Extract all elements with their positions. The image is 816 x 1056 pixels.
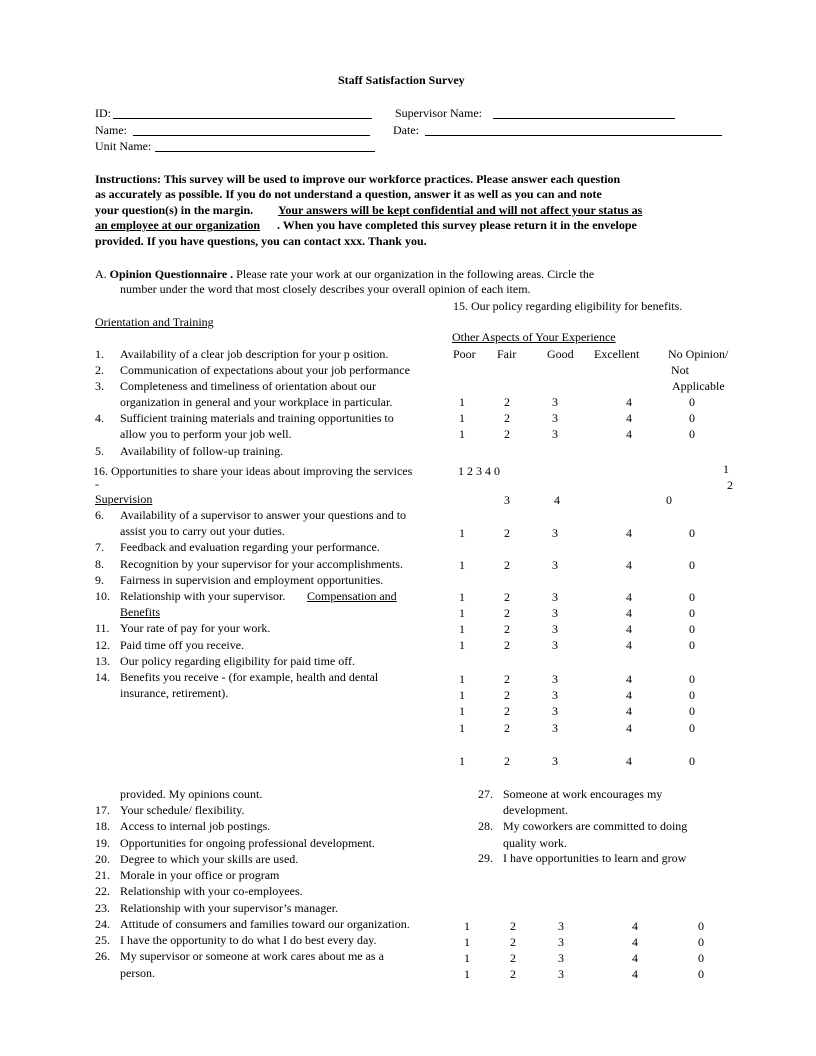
q29-number: 29. xyxy=(478,851,493,865)
stray-4: 4 xyxy=(554,493,560,507)
q18-text: Access to internal job postings. xyxy=(120,819,271,833)
rating-3[interactable]: 3 xyxy=(552,688,558,702)
q3-text-b: organization in general and your workplace in particular. xyxy=(120,395,393,409)
q27-text-a: Someone at work encourages my xyxy=(503,787,663,801)
q4-text-a: Sufficient training materials and training opportunities to xyxy=(120,411,394,425)
q27-number: 27. xyxy=(478,787,493,801)
rating-4[interactable]: 4 xyxy=(626,590,632,604)
rating-4[interactable]: 4 xyxy=(626,395,632,409)
rating-2[interactable]: 2 xyxy=(504,704,510,718)
rating-4[interactable]: 4 xyxy=(626,704,632,718)
section-a-title: Opinion Questionnaire . xyxy=(109,267,234,281)
rating-1[interactable]: 1 xyxy=(459,688,465,702)
q2-text: Communication of expectations about your job performance xyxy=(120,363,410,377)
q6-text-b: assist you to carry out your duties. xyxy=(120,524,285,538)
rating-0[interactable]: 0 xyxy=(698,967,704,981)
rating-0[interactable]: 0 xyxy=(689,754,695,768)
rating-2[interactable]: 2 xyxy=(504,672,510,686)
rating-3[interactable]: 3 xyxy=(552,411,558,425)
date-line xyxy=(425,135,722,136)
q15-text: 15. Our policy regarding eligibility for benefits. xyxy=(453,299,683,313)
rating-2[interactable]: 2 xyxy=(504,427,510,441)
q19-number: 19. xyxy=(95,836,110,850)
q5-text: Availability of follow-up training. xyxy=(120,444,284,458)
rating-4[interactable]: 4 xyxy=(632,951,638,965)
q1-text: Availability of a clear job description for your p osition. xyxy=(120,347,389,361)
q28-text-a: My coworkers are committed to doing xyxy=(503,819,688,833)
rating-1[interactable]: 1 xyxy=(459,427,465,441)
instructions-line-2: as accurately as possible. If you do not understand a question, answer it as well as you can and note xyxy=(95,187,602,201)
rating-4[interactable]: 4 xyxy=(626,672,632,686)
rating-4[interactable]: 4 xyxy=(632,919,638,933)
q27-text-b: development. xyxy=(503,803,568,817)
q21-number: 21. xyxy=(95,868,110,882)
rating-1[interactable]: 1 xyxy=(459,754,465,768)
stray-dash: - xyxy=(95,477,99,491)
rating-4[interactable]: 4 xyxy=(626,638,632,652)
rating-4[interactable]: 4 xyxy=(626,411,632,425)
rating-2[interactable]: 2 xyxy=(504,638,510,652)
scale-poor: Poor xyxy=(453,347,476,361)
name-label: Name: xyxy=(95,123,127,137)
q16-text-b: provided. My opinions count. xyxy=(120,787,263,801)
rating-0[interactable]: 0 xyxy=(689,526,695,540)
instructions-line-3b: Your answers will be kept confidential and will not affect your status as xyxy=(278,203,643,217)
rating-3[interactable]: 3 xyxy=(552,526,558,540)
q6-text-a: Availability of a supervisor to answer your questions and to xyxy=(120,508,407,522)
rating-2[interactable]: 2 xyxy=(504,411,510,425)
rating-3[interactable]: 3 xyxy=(552,672,558,686)
rating-3[interactable]: 3 xyxy=(552,754,558,768)
q5-number: 5. xyxy=(95,444,104,458)
rating-1[interactable]: 1 xyxy=(459,395,465,409)
rating-2[interactable]: 2 xyxy=(510,967,516,981)
scale-not: Not xyxy=(671,363,689,377)
rating-1[interactable]: 1 xyxy=(464,951,470,965)
q25-text: I have the opportunity to do what I do best every day. xyxy=(120,933,377,947)
section-a-intro xyxy=(95,267,594,281)
q3-text-a: Completeness and timeliness of orientation about our xyxy=(120,379,376,393)
rating-3[interactable]: 3 xyxy=(552,638,558,652)
q10-number: 10. xyxy=(95,589,110,603)
rating-3[interactable]: 3 xyxy=(558,919,564,933)
scale-fair: Fair xyxy=(497,347,517,361)
rating-1[interactable]: 1 xyxy=(459,622,465,636)
heading-compensation: Compensation and xyxy=(307,589,397,603)
rating-3[interactable]: 3 xyxy=(552,590,558,604)
q28-number: 28. xyxy=(478,819,493,833)
q14-text-b: insurance, retirement). xyxy=(120,686,229,700)
q26-text-b: person. xyxy=(120,966,155,980)
supervisor-name-line xyxy=(493,118,675,119)
supervisor-name-label: Supervisor Name: xyxy=(395,106,482,120)
rating-4[interactable]: 4 xyxy=(626,558,632,572)
id-field[interactable] xyxy=(115,104,370,118)
rating-2[interactable]: 2 xyxy=(504,590,510,604)
rating-0[interactable]: 0 xyxy=(689,606,695,620)
rating-2[interactable]: 2 xyxy=(504,688,510,702)
rating-4[interactable]: 4 xyxy=(626,721,632,735)
scale-no-opinion: No Opinion/ xyxy=(668,347,729,361)
rating-0[interactable]: 0 xyxy=(689,721,695,735)
q16-ratings: 1 2 3 4 0 xyxy=(458,464,500,478)
rating-2[interactable]: 2 xyxy=(504,606,510,620)
q12-number: 12. xyxy=(95,638,110,652)
q8-text: Recognition by your supervisor for your accomplishments. xyxy=(120,557,403,571)
rating-1[interactable]: 1 xyxy=(459,526,465,540)
unit-name-field[interactable] xyxy=(157,137,373,151)
rating-0[interactable]: 0 xyxy=(689,411,695,425)
rating-4[interactable]: 4 xyxy=(626,427,632,441)
q16-text: 16. Opportunities to share your ideas about improving the services xyxy=(93,464,413,478)
q26-number: 26. xyxy=(95,949,110,963)
rating-2[interactable]: 2 xyxy=(510,951,516,965)
q28-text-b: quality work. xyxy=(503,836,567,850)
rating-4[interactable]: 4 xyxy=(626,688,632,702)
heading-other-aspects: Other Aspects of Your Experience xyxy=(452,330,616,344)
q20-number: 20. xyxy=(95,852,110,866)
rating-3[interactable]: 3 xyxy=(552,395,558,409)
q3-number: 3. xyxy=(95,379,104,393)
rating-2[interactable]: 2 xyxy=(504,526,510,540)
q9-text: Fairness in supervision and employment opportunities. xyxy=(120,573,384,587)
q2-number: 2. xyxy=(95,363,104,377)
rating-1[interactable]: 1 xyxy=(459,721,465,735)
rating-0[interactable]: 0 xyxy=(689,704,695,718)
rating-1[interactable]: 1 xyxy=(459,606,465,620)
q29-text: I have opportunities to learn and grow xyxy=(503,851,687,865)
rating-1[interactable]: 1 xyxy=(464,919,470,933)
rating-2[interactable]: 2 xyxy=(504,754,510,768)
rating-1[interactable]: 1 xyxy=(459,558,465,572)
q22-text: Relationship with your co-employees. xyxy=(120,884,303,898)
q7-text: Feedback and evaluation regarding your performance. xyxy=(120,540,380,554)
rating-3[interactable]: 3 xyxy=(558,935,564,949)
rating-4[interactable]: 4 xyxy=(632,935,638,949)
q7-number: 7. xyxy=(95,540,104,554)
q4-number: 4. xyxy=(95,411,104,425)
q26-text-a: My supervisor or someone at work cares about me as a xyxy=(120,949,384,963)
rating-0[interactable]: 0 xyxy=(689,427,695,441)
rating-2[interactable]: 2 xyxy=(510,919,516,933)
date-label: Date: xyxy=(393,123,419,137)
rating-3[interactable]: 3 xyxy=(552,558,558,572)
stray-3: 3 xyxy=(504,493,510,507)
instructions-line-4b: . When you have completed this survey please return it in the envelope xyxy=(277,218,637,232)
instructions-line-5: provided. If you have questions, you can contact xxx. Thank you. xyxy=(95,234,427,248)
rating-2[interactable]: 2 xyxy=(510,935,516,949)
q6-number: 6. xyxy=(95,508,104,522)
rating-4[interactable]: 4 xyxy=(626,622,632,636)
q22-number: 22. xyxy=(95,884,110,898)
q25-number: 25. xyxy=(95,933,110,947)
heading-benefits: Benefits xyxy=(120,605,160,619)
rating-3[interactable]: 3 xyxy=(558,951,564,965)
instructions-line-1: Instructions: This survey will be used to improve our workforce practices. Please answer each question xyxy=(95,172,621,186)
date-field[interactable] xyxy=(427,121,720,135)
stray-0: 0 xyxy=(666,493,672,507)
q10-text: Relationship with your supervisor. xyxy=(120,589,286,603)
rating-0[interactable]: 0 xyxy=(698,919,704,933)
q21-text: Morale in your office or program xyxy=(120,868,280,882)
q17-text: Your schedule/ flexibility. xyxy=(120,803,245,817)
q14-text-a: Benefits you receive - (for example, health and dental xyxy=(120,670,379,684)
rating-4[interactable]: 4 xyxy=(626,754,632,768)
unit-name-label: Unit Name: xyxy=(95,139,152,153)
rating-0[interactable]: 0 xyxy=(689,638,695,652)
q1-number: 1. xyxy=(95,347,104,361)
rating-4[interactable]: 4 xyxy=(626,526,632,540)
q12-text: Paid time off you receive. xyxy=(120,638,245,652)
section-a-prefix: A. xyxy=(95,267,110,281)
rating-0[interactable]: 0 xyxy=(689,558,695,572)
supervisor-name-field[interactable] xyxy=(495,104,673,118)
rating-0[interactable]: 0 xyxy=(689,590,695,604)
id-line xyxy=(113,118,372,119)
rating-1[interactable]: 1 xyxy=(459,704,465,718)
rating-1[interactable]: 1 xyxy=(459,590,465,604)
q14-number: 14. xyxy=(95,670,110,684)
instructions-line-3a: your question(s) in the margin. xyxy=(95,203,254,217)
q8-number: 8. xyxy=(95,557,104,571)
unit-name-line xyxy=(155,151,375,152)
rating-1[interactable]: 1 xyxy=(459,411,465,425)
q24-number: 24. xyxy=(95,917,110,931)
scale-applicable: Applicable xyxy=(672,379,725,393)
q19-text: Opportunities for ongoing professional development. xyxy=(120,836,375,850)
rating-0[interactable]: 0 xyxy=(689,688,695,702)
rating-1[interactable]: 1 xyxy=(459,672,465,686)
q9-number: 9. xyxy=(95,573,104,587)
q11-number: 11. xyxy=(95,621,110,635)
rating-0[interactable]: 0 xyxy=(698,935,704,949)
rating-3[interactable]: 3 xyxy=(552,427,558,441)
scale-good: Good xyxy=(547,347,574,361)
name-field[interactable] xyxy=(135,121,368,135)
stray-1: 1 xyxy=(723,462,729,476)
rating-3[interactable]: 3 xyxy=(552,704,558,718)
rating-0[interactable]: 0 xyxy=(689,672,695,686)
id-label: ID: xyxy=(95,106,111,120)
rating-2[interactable]: 2 xyxy=(504,622,510,636)
rating-4[interactable]: 4 xyxy=(632,967,638,981)
q17-number: 17. xyxy=(95,803,110,817)
rating-3[interactable]: 3 xyxy=(552,606,558,620)
rating-0[interactable]: 0 xyxy=(698,951,704,965)
name-line xyxy=(133,135,370,136)
instructions-line-4a: an employee at our organization xyxy=(95,218,261,232)
section-a-text-2: number under the word that most closely describes your overall opinion of each item. xyxy=(120,282,531,296)
rating-0[interactable]: 0 xyxy=(689,395,695,409)
q23-text: Relationship with your supervisor’s manager. xyxy=(120,901,339,915)
scale-excellent: Excellent xyxy=(594,347,640,361)
rating-1[interactable]: 1 xyxy=(459,638,465,652)
q13-number: 13. xyxy=(95,654,110,668)
section-a-text: Please rate your work at our organization in the following areas. Circle the xyxy=(233,267,595,281)
rating-1[interactable]: 1 xyxy=(464,935,470,949)
rating-3[interactable]: 3 xyxy=(552,622,558,636)
q4-text-b: allow you to perform your job well. xyxy=(120,427,292,441)
heading-supervision: Supervision xyxy=(95,492,153,506)
rating-3[interactable]: 3 xyxy=(552,721,558,735)
q13-text: Our policy regarding eligibility for paid time off. xyxy=(120,654,356,668)
stray-2: 2 xyxy=(727,478,733,492)
rating-1[interactable]: 1 xyxy=(464,967,470,981)
q18-number: 18. xyxy=(95,819,110,833)
heading-orientation: Orientation and Training xyxy=(95,315,214,329)
q23-number: 23. xyxy=(95,901,110,915)
rating-2[interactable]: 2 xyxy=(504,721,510,735)
q20-text: Degree to which your skills are used. xyxy=(120,852,299,866)
rating-2[interactable]: 2 xyxy=(504,395,510,409)
q11-text: Your rate of pay for your work. xyxy=(120,621,271,635)
q24-text: Attitude of consumers and families toward our organization. xyxy=(120,917,410,931)
rating-4[interactable]: 4 xyxy=(626,606,632,620)
rating-2[interactable]: 2 xyxy=(504,558,510,572)
rating-3[interactable]: 3 xyxy=(558,967,564,981)
rating-0[interactable]: 0 xyxy=(689,622,695,636)
page-title: Staff Satisfaction Survey xyxy=(338,73,465,87)
